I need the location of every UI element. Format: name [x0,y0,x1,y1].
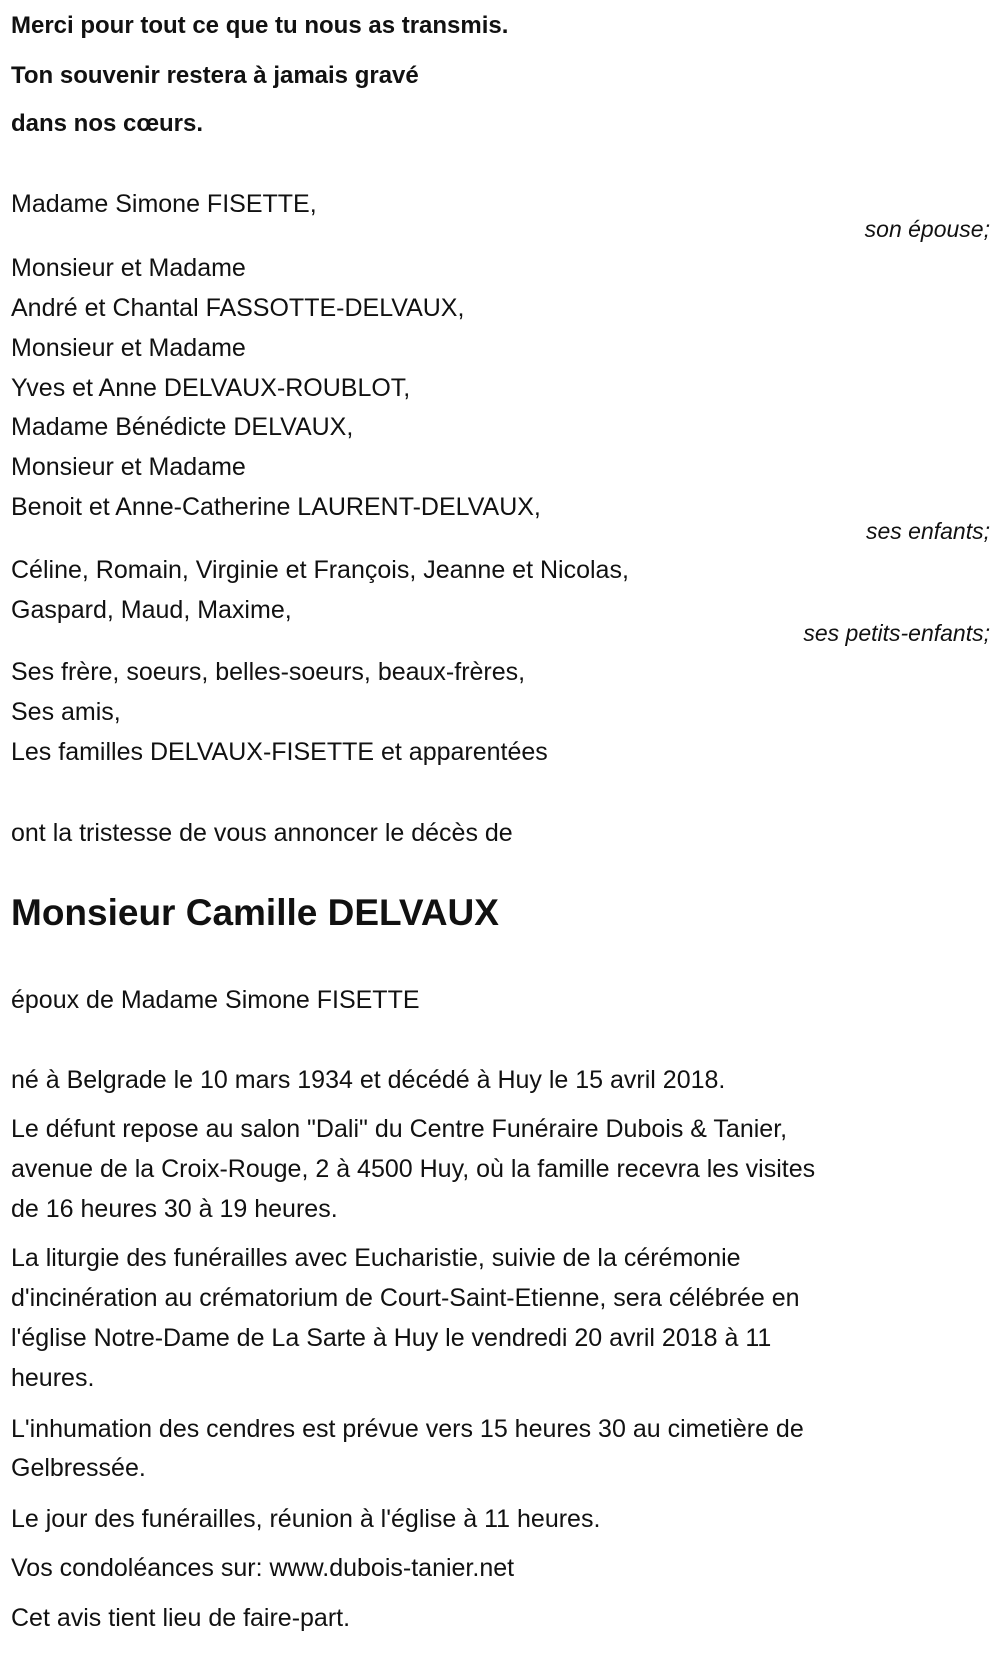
rest-line: de 16 heures 30 à 19 heures. [11,1195,338,1223]
child-line: Monsieur et Madame [11,334,246,362]
grandchildren-role: ses petits-enfants; [803,620,990,646]
liturgy-line: l'église Notre-Dame de La Sarte à Huy le vendredi 20 avril 2018 à 11 [11,1324,772,1352]
epigraph-line: Merci pour tout ce que tu nous as transmis. [11,12,509,39]
liturgy-line: heures. [11,1364,95,1392]
meeting-info: Le jour des funérailles, réunion à l'église à 11 heures. [11,1505,601,1533]
child-line: Monsieur et Madame [11,254,246,282]
epigraph-line: dans nos cœurs. [11,110,204,137]
child-line: André et Chantal FASSOTTE-DELVAUX, [11,294,465,322]
deceased-name: Monsieur Camille DELVAUX [11,892,499,933]
others-line: Ses amis, [11,698,121,726]
birth-death: né à Belgrade le 10 mars 1934 et décédé à Huy le 15 avril 2018. [11,1066,726,1094]
spouse-of: époux de Madame Simone FISETTE [11,986,420,1014]
condolences-info: Vos condoléances sur: www.dubois-tanier.net [11,1554,515,1582]
grandchild-line: Céline, Romain, Virginie et François, Jeanne et Nicolas, [11,556,629,584]
liturgy-line: La liturgie des funérailles avec Eucharistie, suivie de la cérémonie [11,1244,741,1272]
child-line: Yves et Anne DELVAUX-ROUBLOT, [11,374,411,402]
child-line: Benoit et Anne-Catherine LAURENT-DELVAUX, [11,493,541,521]
notice-text: Cet avis tient lieu de faire-part. [11,1604,351,1632]
rest-line: avenue de la Croix-Rouge, 2 à 4500 Huy, où la famille recevra les visites [11,1155,816,1183]
children-role: ses enfants; [865,518,990,544]
liturgy-line: d'incinération au crématorium de Court-Saint-Etienne, sera célébrée en [11,1284,800,1312]
spouse-role: son épouse; [864,216,990,242]
epigraph-line: Ton souvenir restera à jamais gravé [11,62,419,89]
rest-line: Le défunt repose au salon "Dali" du Centre Funéraire Dubois & Tanier, [11,1115,788,1143]
grandchild-line: Gaspard, Maud, Maxime, [11,596,292,624]
child-line: Monsieur et Madame [11,453,246,481]
others-line: Les familles DELVAUX-FISETTE et apparentées [11,738,548,766]
others-line: Ses frère, soeurs, belles-soeurs, beaux-frères, [11,658,526,686]
spouse-name: Madame Simone FISETTE, [11,190,317,218]
announcement: ont la tristesse de vous annoncer le décès de [11,819,513,847]
burial-line: Gelbressée. [11,1454,146,1482]
child-line: Madame Bénédicte DELVAUX, [11,413,354,441]
burial-line: L'inhumation des cendres est prévue vers 15 heures 30 au cimetière de [11,1415,804,1443]
